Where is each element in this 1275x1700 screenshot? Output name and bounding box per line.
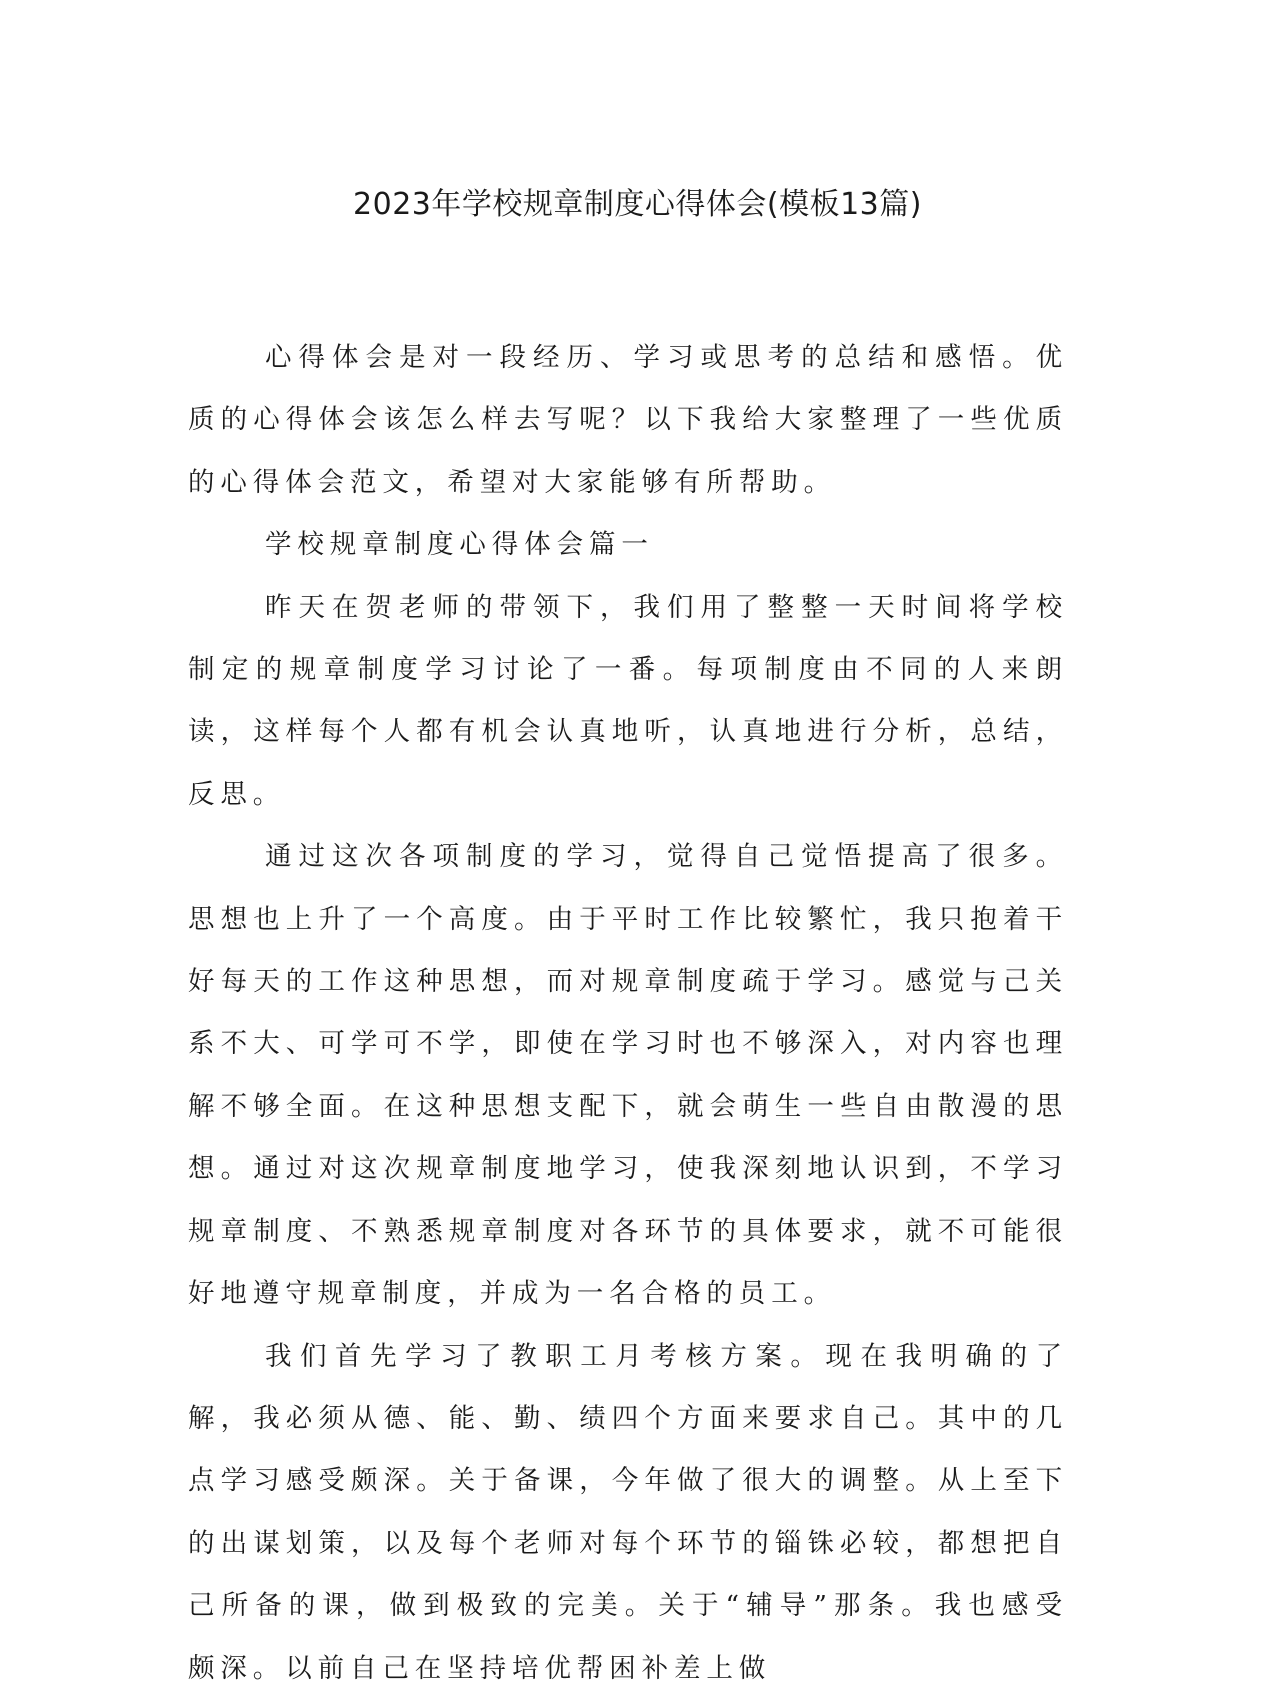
section-heading: 学校规章制度心得体会篇一 bbox=[265, 529, 654, 561]
intro-paragraph: 心得体会是对一段经历、学习或思考的总结和感悟。优质的心得体会该怎么样去写呢？以下我给大家整理了一些优质的心得体会范文，希望对大家能够有所帮助。 bbox=[188, 342, 1068, 498]
body-paragraph: 昨天在贺老师的带领下，我们用了整整一天时间将学校制定的规章制度学习讨论了一番。每项制度由不同的人来朗读，这样每个人都有机会认真地听，认真地进行分析，总结，反思。 bbox=[188, 591, 1068, 810]
document-body bbox=[188, 327, 1068, 1700]
body-paragraph: 通过这次各项制度的学习，觉得自己觉悟提高了很多。思想也上升了一个高度。由于平时工作比较繁忙，我只抱着干好每天的工作这种思想，而对规章制度疏于学习。感觉与己关系不大、可学可不学，即使在学习时也不够深入，对内容也理解不够全面。在这种思想支配下，就会萌生一些自由散漫的思想。通过对这次规章制度地学习，使我深刻地认识到，不学习规章制度、不熟悉规章制度对各环节的具体要求，就不可能很好地遵守规章制度，并成为一名合格的员工。 bbox=[188, 841, 1068, 1310]
body-paragraph: 我们首先学习了教职工月考核方案。现在我明确的了解，我必须从德、能、勤、绩四个方面来要求自己。其中的几点学习感受颇深。关于备课，今年做了很大的调整。从上至下的出谋划策，以及每个老师对每个环节的锱铢必较，都想把自己所备的课，做到极致的完美。关于“辅导”那条。我也感受颇深。以前自己在坚持培优帮困补差上做 bbox=[188, 1340, 1068, 1684]
document-title: 2023年学校规章制度心得体会(模板13篇) bbox=[353, 187, 922, 222]
